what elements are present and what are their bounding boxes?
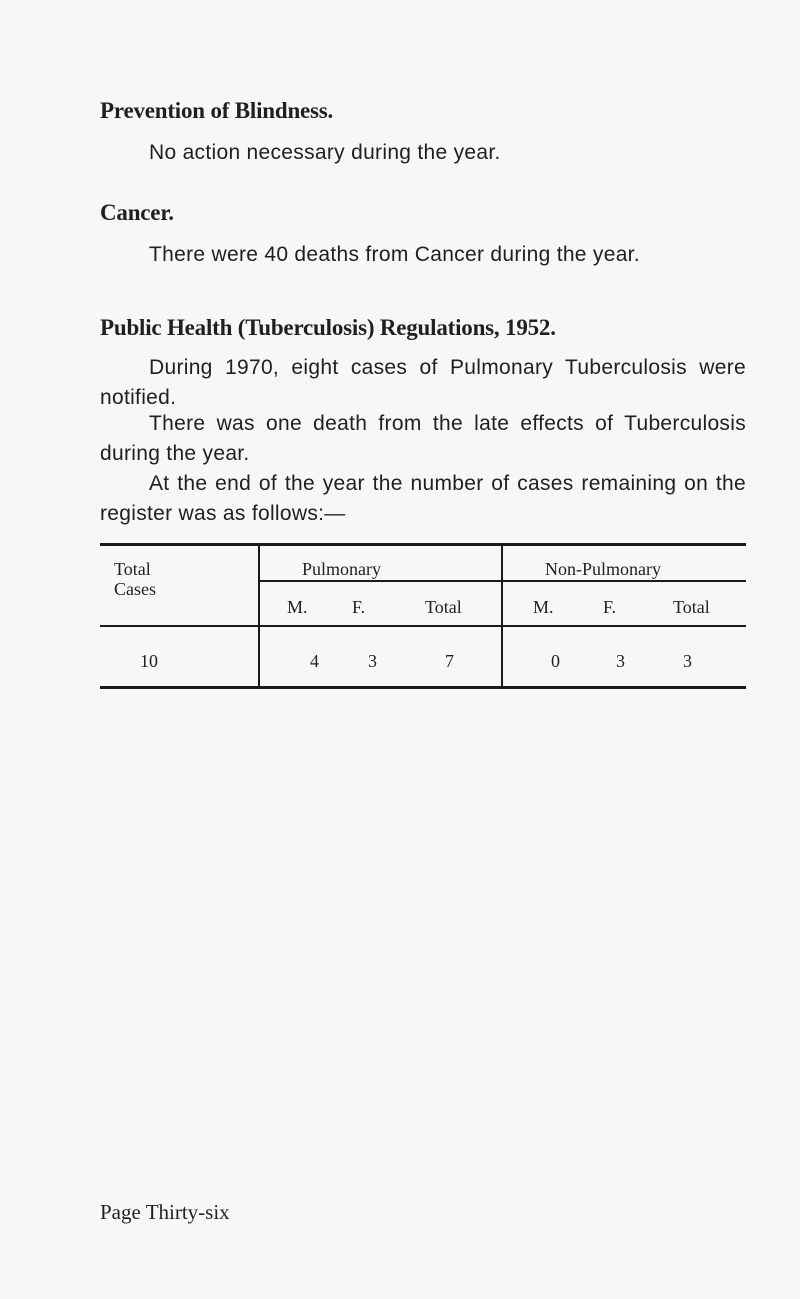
subheader-pulm-m: M. <box>287 597 308 617</box>
text-tb-register: At the end of the year the number of cases remaining on the register was as follows:— <box>100 472 746 525</box>
cell-nonpulm-f: 3 <box>616 651 625 671</box>
subheader-nonpulm-total: Total <box>673 597 710 617</box>
header-non-pulmonary: Non-Pulmonary <box>545 559 661 579</box>
text-tb-notified: During 1970, eight cases of Pulmonary Tuberculosis were notified. <box>100 356 746 409</box>
cell-nonpulm-total: 3 <box>683 651 692 671</box>
subheader-pulm-f: F. <box>352 597 366 617</box>
header-cases: Cases <box>114 579 156 599</box>
table-header-rule <box>100 625 746 627</box>
header-pulmonary: Pulmonary <box>302 559 381 579</box>
subheader-nonpulm-m: M. <box>533 597 554 617</box>
table-divider-1 <box>258 543 260 689</box>
cell-total-cases: 10 <box>140 651 158 671</box>
table-divider-2 <box>501 543 503 689</box>
cell-nonpulm-m: 0 <box>551 651 560 671</box>
subheader-pulm-total: Total <box>425 597 462 617</box>
text-tb-deaths: There was one death from the late effects of Tuberculosis during the year. <box>100 412 746 465</box>
page-number: Page Thirty-six <box>100 1200 230 1224</box>
cell-pulm-f: 3 <box>368 651 377 671</box>
table-top-rule <box>100 543 746 546</box>
cell-pulm-m: 4 <box>310 651 319 671</box>
tb-register-table <box>100 543 746 689</box>
text-blindness: No action necessary during the year. <box>149 141 501 164</box>
table-bottom-rule <box>100 686 746 689</box>
header-total: Total <box>114 559 151 579</box>
heading-cancer: Cancer. <box>100 200 174 225</box>
cell-pulm-total: 7 <box>445 651 454 671</box>
text-cancer: There were 40 deaths from Cancer during the year. <box>149 243 640 266</box>
heading-prevention-of-blindness: Prevention of Blindness. <box>100 98 334 123</box>
subheader-nonpulm-f: F. <box>603 597 617 617</box>
heading-tuberculosis-regulations: Public Health (Tuberculosis) Regulations, 1952. <box>100 315 556 340</box>
